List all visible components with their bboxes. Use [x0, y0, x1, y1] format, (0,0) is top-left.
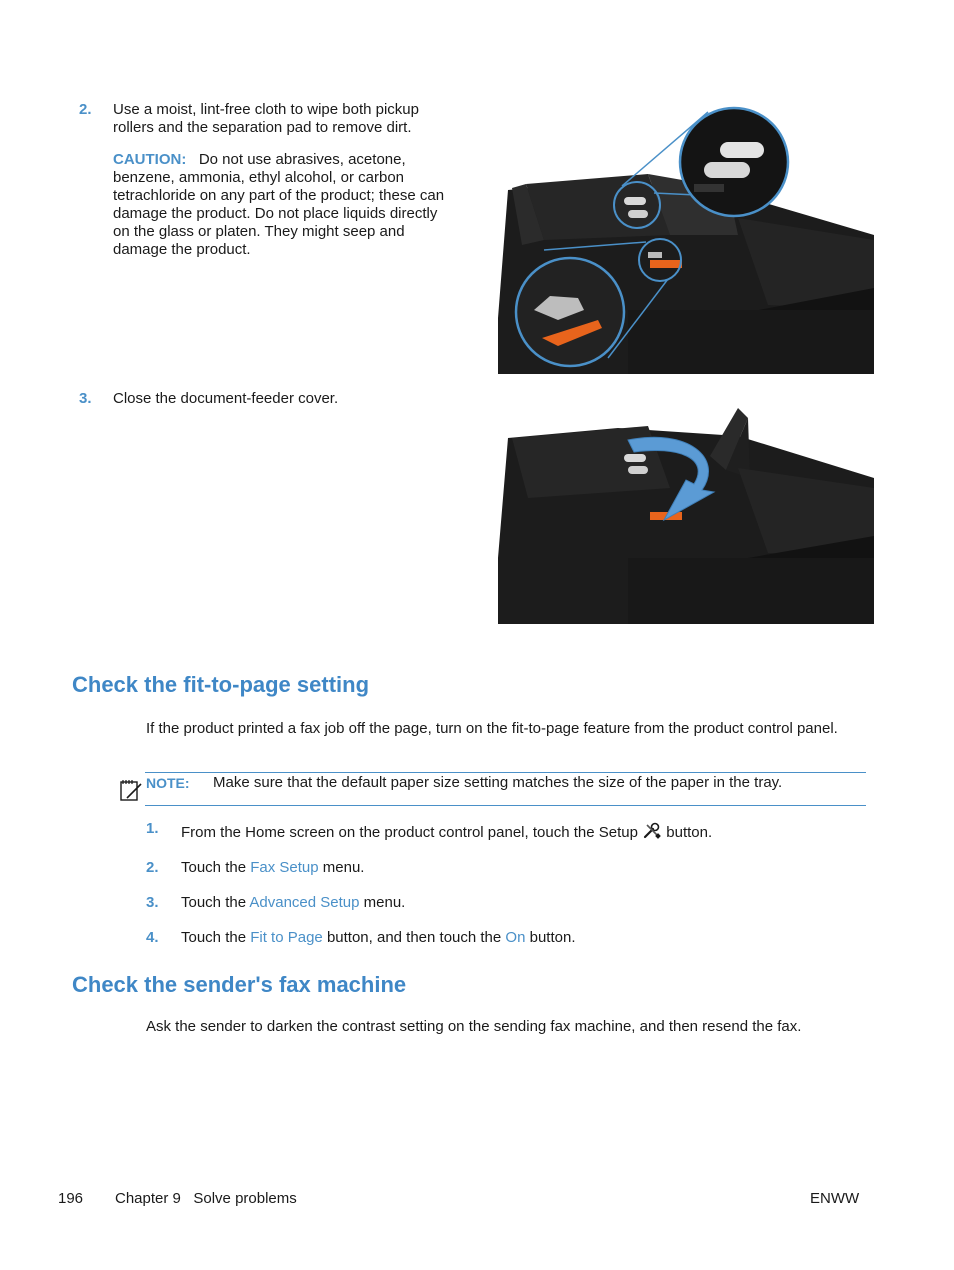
fit-step-1-number: 1. [146, 820, 159, 837]
fax-setup-link[interactable]: Fax Setup [250, 859, 319, 876]
advanced-setup-link[interactable]: Advanced Setup [249, 894, 360, 911]
note-label: NOTE: [146, 775, 190, 791]
caution-label: CAUTION: [113, 151, 187, 168]
fit-step-4-number: 4. [146, 929, 159, 946]
footer-right-label: ENWW [810, 1190, 860, 1207]
fit-step-3-after: menu. [363, 894, 406, 911]
chapter-label: Chapter 9 Solve problems [115, 1190, 297, 1207]
on-link[interactable]: On [505, 929, 526, 946]
fit-step-4-after: button. [529, 929, 576, 946]
fit-step-3-before: Touch the [181, 894, 247, 911]
fit-step-2-text [181, 859, 831, 877]
step-3-text: Close the document-feeder cover. [113, 390, 339, 407]
fit-step-3-number: 3. [146, 894, 159, 911]
step-2-number: 2. [79, 101, 92, 118]
caution-text: Do not use abrasives, acetone, benzene, ammonia, ethyl alcohol, or carbon tetrachloride on any part of the product; these can damage the product. Do not place liquids directly on the glass or platen. They might seep and damage the product. [113, 151, 445, 258]
fit-step-2-before: Touch the [181, 859, 247, 876]
fit-to-page-link[interactable]: Fit to Page [250, 929, 323, 946]
fit-step-1-before: From the Home screen on the product control panel, touch the Setup [181, 824, 638, 841]
fit-step-4-before: Touch the [181, 929, 247, 946]
section-senders-fax-text: Ask the sender to darken the contrast setting on the sending fax machine, and then resend the fax. [146, 1018, 802, 1035]
fit-step-1-after: button. [666, 824, 713, 841]
separation-pad-zoom-callout [516, 258, 624, 366]
fit-step-4-middle: button, and then touch the [326, 929, 502, 946]
fit-step-3-text [181, 894, 831, 912]
section-fit-to-page-intro: If the product printed a fax job off the page, turn on the fit-to-page feature from the product control panel. [146, 720, 838, 737]
note-text: Make sure that the default paper size setting matches the size of the paper in the tray. [213, 774, 783, 791]
page-number: 196 [58, 1190, 84, 1207]
setup-wrench-icon [642, 822, 662, 840]
close-feeder-cover-illustration [498, 408, 874, 624]
pickup-rollers-illustration [498, 100, 874, 374]
fit-step-2-number: 2. [146, 859, 159, 876]
fit-step-2-after: menu. [322, 859, 365, 876]
section-heading-fit-to-page: Check the fit-to-page setting [72, 672, 370, 697]
roller-zoom-callout [680, 108, 788, 216]
section-heading-senders-fax: Check the sender's fax machine [72, 972, 407, 997]
step-2-text: Use a moist, lint-free cloth to wipe both pickup rollers and the separation pad to remove dirt. [113, 101, 419, 136]
note-icon [119, 778, 143, 802]
step-3-number: 3. [79, 390, 92, 407]
fit-step-4-text [181, 929, 831, 947]
fit-step-1-text [181, 822, 831, 842]
caution-block [113, 151, 445, 259]
